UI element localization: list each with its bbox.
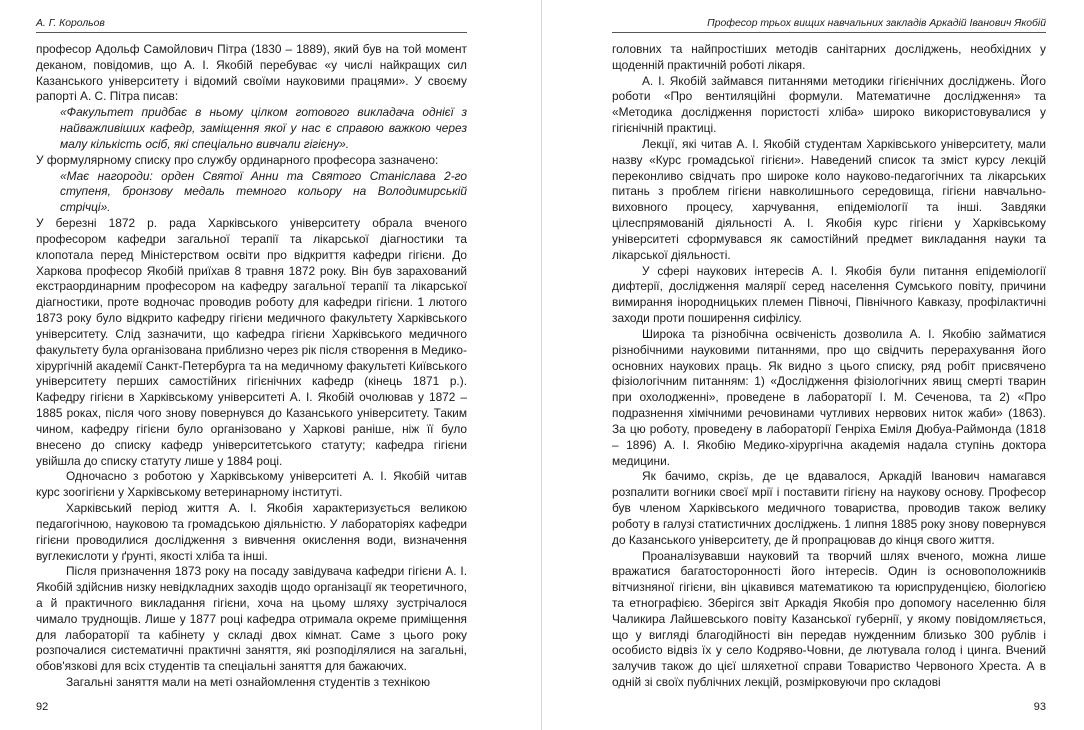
paragraph: Широка та різнобічна освіченість дозволила А. І. Якобію займатися різнобічними науковими питаннями, про що свідчить перерахування його основних наукових праць. Як видно з цього списку, ряд робіт присвячено фізіологічним питанням: 1) «Дослідження фізіологічних явищ смерті тварин при охолодженні», проведене в лабораторії І. М. Сеченова, та 2) «Про подразнення хімічними речовинами чутливих нервових ниток жаби» (1863). За цю роботу, проведену в лабораторії Генріха Еміля Дюбуа-Раймонда (1818 – 1896) А. І. Якобію Медико-хірургічна академія надала ступінь доктора медицини. (612, 326, 1046, 468)
paragraph: А. І. Якобій займався питаннями методики гігієнічних досліджень. Його роботи «Про вентиляційні формули. Математичне дослідження» та «Методика дослідження пористості хліба» широко використовувалися у гігієнічній практиці. (612, 73, 1046, 136)
paragraph: Після призначення 1873 року на посаду завідувача кафедри гігієни А. І. Якобій здійснив низку невідкладних заходів щодо організації як теоретичного, а й практичного викладання гігієни, хоча на цьому шляху зустрічалося чимало труднощів. Лише у 1877 році кафедра отримала окреме приміщення для лабораторії та кабінету у складі двох кімнат. Саме з цього року розпочалися систематичні практичні заняття, які розподілялися на загальні, обов'язкові для всіх студентів та спеціальні заняття для бажаючих. (36, 564, 467, 674)
paragraph: Проаналізувавши науковий та творчий шлях вченого, можна лише вражатися багатосторонності його інтересів. Один із основоположників вітчизняної гігієни, він цікавився математикою та юриспруденцією, біологією та етнографією. Зберігся звіт Аркадія Якобія про допомогу населенню біля Чаликира Лайшевського повіту Казанської губернії, у якому повідомляється, що у вигляді благодійності він передав нужденним близько 300 рублів і особисто відвіз їх у село Кодряво-Човни, де лютувала голод і цинга. Вчений залучив також до цієї шляхетної справи Товариство Червоного Хреста. А в одній зі своїх публічних лекцій, розмірковуючи про складові (612, 548, 1046, 690)
page-number-right: 93 (1033, 701, 1046, 713)
running-header-left: А. Г. Корольов (36, 16, 467, 33)
paragraph: Одночасно з роботою у Харківському університеті А. І. Якобій читав курс зоогігієни у Харківському ветеринарному інституті. (36, 469, 467, 500)
paragraph: У березні 1872 р. рада Харківського університету обрала вченого професором кафедри загальної терапії та лікарської діагностики та клопотала перед Міністерством освіти про відкриття кафедри гігієни. До Харкова професор Якобій приїхав 8 травня 1872 року. Він був зарахований екстраординарним професором на кафедру загальної терапії та лікарської діагностики, проте водночас проводив роботу для кафедри гігієни. 1 лютого 1873 року було відкрито кафедру гігієни медичного факультету Харківського університету. Слід зазначити, що кафедра гігієни Харківського медичного факультету була організована приблизно через рік після створення в Медико-хірургічній академії Санкт-Петербурга та на медичному факультеті Київського університету перших самостійних гігієнічних кафедр (кінець 1871 р.). Кафедру гігієни в Харківському університеті А. І. Якобій очолював у 1872 – 1885 роках, після чого знову повернувся до Казанського університету. Таким чином, кафедру гігієни було організовано у Харкові раніше, ніж її було внесено до списку кафедр університетського статуту; кафедра гігієни увійшла до списку статуту лише у 1884 році. (36, 216, 467, 468)
page-number-left: 92 (36, 701, 49, 713)
running-header-right: Професор трьох вищих навчальних закладів Аркадій Іванович Якобій (612, 16, 1046, 33)
quote-paragraph: «Факультет придбає в ньому цілком готового викладача однієї з найважливіших кафедр, заміщення якої у нас є справою важкою через малу кількість осіб, які спеціально вивчали гігієну». (60, 105, 467, 151)
right-page-text (612, 42, 1046, 692)
paragraph: Загальні заняття мали на меті ознайомлення студентів з технікою (66, 675, 431, 690)
left-page-text (36, 42, 467, 692)
right-page (542, 0, 1084, 730)
paragraph: Лекції, які читав А. І. Якобій студентам Харківського університету, мали назву «Курс громадської гігієни». Наведений список та зміст курсу лекцій переконливо свідчать про широке коло науково-педагогічних та лікарських питань з проблем гігієни навколишнього середовища, гігієни навчально-виховного процесу, харчування, епідеміології та інші. Завдяки цілеспрямованій діяльності А. І. Якобія курс гігієни у Харківському університеті сформувався як самостійний предмет викладання науки та лікарської діяльності. (612, 136, 1046, 262)
paragraph: Як бачимо, скрізь, де це вдавалося, Аркадій Іванович намагався розпалити вогники своєї мрії і поставити гігієну на наукову основу. Професор був членом Харківського медичного товариства, проводив також велику роботу в галузі статистичних досліджень. 1 липня 1885 року знову повернувся до Казанського університету, де й пропрацював до кінця свого життя. (612, 469, 1046, 547)
paragraph: головних та найпростіших методів санітарних досліджень, необхідних у щоденній практичній роботі лікаря. (612, 42, 1046, 72)
quote-paragraph: «Має нагороди: орден Святої Анни та Святого Станіслава 2-го ступеня, бронзову медаль темного кольору на Володимирській стрічці». (60, 168, 467, 215)
paragraph: У формулярному списку про службу ординарного професора зазначено: (36, 152, 439, 167)
paragraph: У сфері наукових інтересів А. І. Якобія були питання епідеміології дифтерії, дослідження малярії серед населення Сумського повіту, причини вимирання інородницьких племен Півночі, Північного Кавказу, профілактичні заходи проти поширення сифілісу. (612, 263, 1046, 326)
paragraph: Харківський період життя А. І. Якобія характеризується великою педагогічною, науковою та громадською діяльністю. У лабораторіях кафедри гігієни проводилися дослідження з вивчення окислення води, визначення вуглекислоти у ґрунті, якості хліба та інші. (36, 501, 467, 563)
paragraph: професор Адольф Самойлович Пітра (1830 – 1889), який був на той момент деканом, повідомив, що А. І. Якобій перебуває «у числі найкращих сил Казанського університету і відомий своїми науковими працями». У своєму рапорті А. С. Пітра писав: (36, 42, 467, 104)
